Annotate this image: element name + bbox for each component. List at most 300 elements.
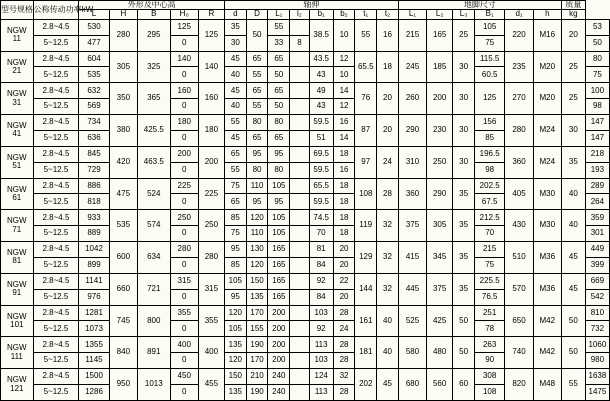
cell-D: 155 bbox=[246, 321, 268, 337]
cell-foot-B1: 263 bbox=[474, 337, 504, 353]
cell-b1: 49 bbox=[309, 83, 333, 99]
header-shaft-t2: t₂ bbox=[377, 10, 399, 19]
cell-foot-L2: 165 bbox=[427, 19, 453, 51]
cell-shaft-l2 bbox=[290, 273, 310, 289]
cell-foot-d1: 430 bbox=[505, 210, 533, 242]
cell-foot-hh: 50 bbox=[561, 305, 585, 337]
cell-H: 350 bbox=[109, 83, 137, 115]
cell-L: 1286 bbox=[79, 384, 109, 400]
cell-foot-L2: 345 bbox=[427, 242, 453, 274]
header-foot-B1: B₁ bbox=[474, 10, 504, 19]
header-outline-B: B bbox=[137, 10, 170, 19]
cell-foot-hh: 50 bbox=[561, 337, 585, 369]
cell-shaft-l2 bbox=[290, 194, 310, 210]
cell-foot-h: M42 bbox=[533, 337, 561, 369]
cell-foot-L2: 185 bbox=[427, 51, 453, 83]
cell-power: 2.8~4.5 bbox=[33, 210, 79, 226]
cell-D: 50 bbox=[246, 19, 268, 51]
cell-foot-L3: 35 bbox=[453, 242, 475, 274]
cell-foot-h: M48 bbox=[533, 369, 561, 401]
cell-foot-h: M20 bbox=[533, 51, 561, 83]
cell-B: 721 bbox=[137, 273, 170, 305]
cell-L: 1281 bbox=[79, 305, 109, 321]
cell-foot-L1: 260 bbox=[398, 83, 426, 115]
cell-foot-B1: 308 bbox=[474, 369, 504, 385]
cell-mass: 147 bbox=[585, 130, 609, 146]
cell-d: 75 bbox=[224, 178, 246, 194]
cell-shaft-l2 bbox=[290, 67, 310, 83]
cell-shaft-L1: 50 bbox=[268, 99, 290, 115]
cell-foot-d1: 650 bbox=[505, 305, 533, 337]
cell-shaft-l2 bbox=[290, 242, 310, 258]
cell-D: 95 bbox=[246, 194, 268, 210]
cell-shaft-l2 bbox=[290, 384, 310, 400]
cell-d: 75 bbox=[224, 226, 246, 242]
cell-shaft-l2 bbox=[290, 146, 310, 162]
cell-B: 574 bbox=[137, 210, 170, 242]
cell-shaft-l2 bbox=[290, 226, 310, 242]
header-outline-L: L bbox=[79, 10, 109, 19]
cell-foot-L2: 425 bbox=[427, 305, 453, 337]
cell-foot-h: M36 bbox=[533, 273, 561, 305]
cell-foot-L1: 310 bbox=[398, 146, 426, 178]
cell-d: 85 bbox=[224, 257, 246, 273]
cell-H0: 280 bbox=[170, 242, 198, 258]
cell-foot-L1: 680 bbox=[398, 369, 426, 401]
cell-B: 325 bbox=[137, 51, 170, 83]
cell-foot-L3: 25 bbox=[453, 19, 475, 51]
cell-model: NGW 71 bbox=[1, 210, 34, 242]
cell-L: 535 bbox=[79, 67, 109, 83]
table-row bbox=[1, 19, 610, 35]
header-row-2 bbox=[1, 10, 610, 19]
cell-D: 110 bbox=[246, 178, 268, 194]
cell-foot-hh: 25 bbox=[561, 51, 585, 83]
cell-b1: 81 bbox=[309, 242, 333, 258]
cell-d: 135 bbox=[224, 384, 246, 400]
cell-d: 150 bbox=[224, 369, 246, 385]
header-shaft-D: D bbox=[246, 10, 268, 19]
cell-model: NGW 31 bbox=[1, 83, 34, 115]
cell-foot-L3: 35 bbox=[453, 210, 475, 242]
cell-H0: 0 bbox=[170, 321, 198, 337]
cell-foot-L1: 580 bbox=[398, 337, 426, 369]
cell-b1: 59.5 bbox=[309, 115, 333, 131]
cell-L: 1500 bbox=[79, 369, 109, 385]
cell-foot-B1: 90 bbox=[474, 353, 504, 369]
cell-t2: 32 bbox=[377, 210, 399, 242]
cell-foot-L1: 215 bbox=[398, 19, 426, 51]
cell-d: 45 bbox=[224, 130, 246, 146]
cell-d: 35 bbox=[224, 19, 246, 35]
cell-foot-B1: 67.5 bbox=[474, 194, 504, 210]
cell-H0: 125 bbox=[170, 19, 198, 35]
cell-foot-L1: 445 bbox=[398, 273, 426, 305]
cell-b1: 70 bbox=[309, 226, 333, 242]
cell-H0: 0 bbox=[170, 289, 198, 305]
cell-foot-B1: 85 bbox=[474, 130, 504, 146]
cell-R: 355 bbox=[198, 305, 224, 337]
header-foot-d1: d₁ bbox=[505, 10, 533, 19]
cell-shaft-l2 bbox=[290, 289, 310, 305]
cell-H0: 400 bbox=[170, 337, 198, 353]
cell-D: 55 bbox=[246, 67, 268, 83]
cell-b2: 28 bbox=[333, 337, 355, 353]
cell-L: 1355 bbox=[79, 337, 109, 353]
cell-shaft-l2 bbox=[290, 19, 310, 35]
cell-L: 845 bbox=[79, 146, 109, 162]
cell-foot-L2: 290 bbox=[427, 178, 453, 210]
cell-d: 65 bbox=[224, 146, 246, 162]
cell-power: 2.8~4.5 bbox=[33, 369, 79, 385]
table-body bbox=[1, 19, 610, 400]
cell-foot-L3: 60 bbox=[453, 369, 475, 401]
cell-D: 170 bbox=[246, 305, 268, 321]
header-foot-h: h bbox=[533, 10, 561, 19]
header-shaft-l2: l₂ bbox=[290, 10, 310, 19]
cell-foot-L2: 230 bbox=[427, 115, 453, 147]
cell-L: 886 bbox=[79, 178, 109, 194]
table-row bbox=[1, 242, 610, 258]
cell-b1: 43 bbox=[309, 99, 333, 115]
cell-D: 65 bbox=[246, 51, 268, 67]
header-rated-power-label: 公称传动功率 bbox=[33, 4, 82, 14]
cell-L: 1073 bbox=[79, 321, 109, 337]
cell-foot-L3: 50 bbox=[453, 337, 475, 369]
cell-d: 105 bbox=[224, 321, 246, 337]
cell-mass: 542 bbox=[585, 289, 609, 305]
cell-t2: 45 bbox=[377, 369, 399, 401]
cell-power: 5~12.5 bbox=[33, 99, 79, 115]
cell-H: 535 bbox=[109, 210, 137, 242]
cell-foot-d1: 405 bbox=[505, 178, 533, 210]
cell-B: 524 bbox=[137, 178, 170, 210]
cell-power: 2.8~4.5 bbox=[33, 115, 79, 131]
header-shaft-L1: L₁ bbox=[268, 10, 290, 19]
cell-b1: 74.5 bbox=[309, 210, 333, 226]
cell-shaft-L1: 50 bbox=[268, 67, 290, 83]
cell-foot-d1: 360 bbox=[505, 146, 533, 178]
cell-power: 5~12.5 bbox=[33, 130, 79, 146]
cell-b1: 92 bbox=[309, 273, 333, 289]
cell-t1: 108 bbox=[355, 178, 377, 210]
cell-L: 729 bbox=[79, 162, 109, 178]
table-row bbox=[1, 178, 610, 194]
cell-D: 110 bbox=[246, 226, 268, 242]
cell-t1: 161 bbox=[355, 305, 377, 337]
cell-L: 818 bbox=[79, 194, 109, 210]
cell-B: 295 bbox=[137, 19, 170, 51]
cell-mass: 449 bbox=[585, 242, 609, 258]
cell-shaft-L1: 165 bbox=[268, 273, 290, 289]
cell-foot-hh: 45 bbox=[561, 242, 585, 274]
cell-d: 65 bbox=[224, 194, 246, 210]
cell-foot-d1: 235 bbox=[505, 51, 533, 83]
cell-t2: 18 bbox=[377, 51, 399, 83]
cell-t1: 65.5 bbox=[355, 51, 377, 83]
cell-b2: 12 bbox=[333, 51, 355, 67]
header-shaft-group: 轴伸 bbox=[224, 1, 398, 10]
cell-foot-hh: 35 bbox=[561, 146, 585, 178]
cell-R: 140 bbox=[198, 51, 224, 83]
cell-shaft-L1: 95 bbox=[268, 146, 290, 162]
cell-B: 365 bbox=[137, 83, 170, 115]
cell-shaft-l2 bbox=[290, 210, 310, 226]
table-row bbox=[1, 369, 610, 385]
cell-B: 463.5 bbox=[137, 146, 170, 178]
cell-foot-h: M42 bbox=[533, 305, 561, 337]
cell-foot-L1: 245 bbox=[398, 51, 426, 83]
cell-R: 250 bbox=[198, 210, 224, 242]
cell-shaft-l2 bbox=[290, 178, 310, 194]
cell-mass: 80 bbox=[585, 51, 609, 67]
table-row bbox=[1, 305, 610, 321]
cell-L: 933 bbox=[79, 210, 109, 226]
cell-foot-hh: 45 bbox=[561, 273, 585, 305]
table-row bbox=[1, 83, 610, 99]
cell-foot-h: M36 bbox=[533, 242, 561, 274]
cell-B: 1013 bbox=[137, 369, 170, 401]
cell-mass: 147 bbox=[585, 115, 609, 131]
cell-R: 455 bbox=[198, 369, 224, 401]
cell-B: 800 bbox=[137, 305, 170, 337]
cell-t2: 40 bbox=[377, 305, 399, 337]
cell-mass: 980 bbox=[585, 353, 609, 369]
cell-shaft-l2 bbox=[290, 99, 310, 115]
cell-L: 1145 bbox=[79, 353, 109, 369]
cell-foot-d1: 270 bbox=[505, 83, 533, 115]
cell-mass: 1060 bbox=[585, 337, 609, 353]
cell-b2: 12 bbox=[333, 99, 355, 115]
cell-foot-L3: 35 bbox=[453, 178, 475, 210]
table-row bbox=[1, 210, 610, 226]
cell-b1: 43.5 bbox=[309, 51, 333, 67]
cell-t2: 40 bbox=[377, 337, 399, 369]
cell-H: 745 bbox=[109, 305, 137, 337]
cell-t1: 144 bbox=[355, 273, 377, 305]
cell-foot-L3: 30 bbox=[453, 51, 475, 83]
cell-b2: 24 bbox=[333, 321, 355, 337]
cell-b1: 51 bbox=[309, 130, 333, 146]
cell-D: 210 bbox=[246, 369, 268, 385]
cell-foot-hh: 40 bbox=[561, 210, 585, 242]
cell-t1: 119 bbox=[355, 210, 377, 242]
cell-d: 55 bbox=[224, 162, 246, 178]
cell-shaft-L1: 65 bbox=[268, 51, 290, 67]
cell-shaft-L1: 105 bbox=[268, 226, 290, 242]
cell-D: 130 bbox=[246, 242, 268, 258]
cell-H: 475 bbox=[109, 178, 137, 210]
cell-H0: 0 bbox=[170, 226, 198, 242]
cell-foot-d1: 220 bbox=[505, 19, 533, 51]
cell-t1: 129 bbox=[355, 242, 377, 274]
cell-power: 5~12.5 bbox=[33, 321, 79, 337]
cell-foot-L2: 200 bbox=[427, 83, 453, 115]
cell-t1: 76 bbox=[355, 83, 377, 115]
cell-D: 95 bbox=[246, 146, 268, 162]
cell-D: 170 bbox=[246, 353, 268, 369]
cell-mass: 301 bbox=[585, 226, 609, 242]
cell-foot-h: M16 bbox=[533, 19, 561, 51]
cell-mass: 669 bbox=[585, 273, 609, 289]
cell-foot-d1: 820 bbox=[505, 369, 533, 401]
cell-R: 280 bbox=[198, 242, 224, 274]
cell-D: 65 bbox=[246, 130, 268, 146]
cell-shaft-L1: 165 bbox=[268, 242, 290, 258]
cell-t2: 32 bbox=[377, 242, 399, 274]
cell-L: 889 bbox=[79, 226, 109, 242]
cell-b1: 43 bbox=[309, 67, 333, 83]
cell-d: 30 bbox=[224, 35, 246, 51]
cell-foot-L2: 560 bbox=[427, 369, 453, 401]
cell-H0: 355 bbox=[170, 305, 198, 321]
cell-L: 976 bbox=[79, 289, 109, 305]
cell-mass: 218 bbox=[585, 146, 609, 162]
cell-power: 5~12.5 bbox=[33, 353, 79, 369]
header-foot-L1: L₁ bbox=[398, 10, 426, 19]
cell-foot-h: M20 bbox=[533, 83, 561, 115]
cell-foot-L1: 415 bbox=[398, 242, 426, 274]
cell-H: 600 bbox=[109, 242, 137, 274]
cell-b2: 20 bbox=[333, 257, 355, 273]
cell-H0: 0 bbox=[170, 384, 198, 400]
cell-power: 2.8~4.5 bbox=[33, 337, 79, 353]
cell-foot-L3: 30 bbox=[453, 83, 475, 115]
header-outline-R: R bbox=[198, 10, 224, 19]
cell-power: 2.8~4.5 bbox=[33, 83, 79, 99]
cell-t2: 20 bbox=[377, 115, 399, 147]
cell-power: 5~12.5 bbox=[33, 384, 79, 400]
cell-H0: 0 bbox=[170, 67, 198, 83]
cell-foot-B1: 75 bbox=[474, 257, 504, 273]
cell-foot-B1: 75 bbox=[474, 35, 504, 51]
cell-foot-hh: 20 bbox=[561, 19, 585, 51]
cell-H0: 250 bbox=[170, 210, 198, 226]
cell-foot-L2: 375 bbox=[427, 273, 453, 305]
header-outline-group: 外形及中心高 bbox=[79, 1, 225, 10]
cell-shaft-L1: 165 bbox=[268, 289, 290, 305]
cell-d: 45 bbox=[224, 51, 246, 67]
cell-foot-L1: 290 bbox=[398, 115, 426, 147]
cell-d: 135 bbox=[224, 337, 246, 353]
cell-foot-B1: 156 bbox=[474, 115, 504, 131]
cell-D: 120 bbox=[246, 210, 268, 226]
cell-foot-L3: 50 bbox=[453, 305, 475, 337]
cell-b2: 28 bbox=[333, 384, 355, 400]
cell-model: NGW 61 bbox=[1, 178, 34, 210]
cell-model: NGW 21 bbox=[1, 51, 34, 83]
cell-model: NGW 111 bbox=[1, 337, 34, 369]
cell-foot-B1: 225.5 bbox=[474, 273, 504, 289]
cell-foot-L3: 35 bbox=[453, 273, 475, 305]
cell-power: 5~12.5 bbox=[33, 35, 79, 51]
cell-foot-B1: 70 bbox=[474, 226, 504, 242]
header-foot-L3: L₃ bbox=[453, 10, 475, 19]
cell-mass: 399 bbox=[585, 257, 609, 273]
cell-H0: 315 bbox=[170, 273, 198, 289]
cell-shaft-l2 bbox=[290, 305, 310, 321]
cell-foot-B1: 78 bbox=[474, 321, 504, 337]
cell-foot-B1: 105 bbox=[474, 19, 504, 35]
cell-L: 899 bbox=[79, 257, 109, 273]
cell-shaft-L1: 240 bbox=[268, 384, 290, 400]
header-model: 型号规格 bbox=[1, 1, 34, 20]
cell-D: 65 bbox=[246, 83, 268, 99]
cell-H: 305 bbox=[109, 51, 137, 83]
cell-foot-B1: 251 bbox=[474, 305, 504, 321]
cell-R: 315 bbox=[198, 273, 224, 305]
header-outline-H: H bbox=[109, 10, 137, 19]
cell-shaft-l2 bbox=[290, 83, 310, 99]
cell-shaft-L1: 80 bbox=[268, 162, 290, 178]
cell-model: NGW 101 bbox=[1, 305, 34, 337]
cell-b2: 18 bbox=[333, 146, 355, 162]
cell-shaft-L1: 65 bbox=[268, 130, 290, 146]
cell-mass: 193 bbox=[585, 162, 609, 178]
cell-shaft-l2 bbox=[290, 51, 310, 67]
cell-d: 95 bbox=[224, 289, 246, 305]
cell-shaft-L1: 200 bbox=[268, 337, 290, 353]
cell-power: 5~12.5 bbox=[33, 162, 79, 178]
cell-H0: 0 bbox=[170, 194, 198, 210]
cell-foot-d1: 740 bbox=[505, 337, 533, 369]
cell-D: 55 bbox=[246, 99, 268, 115]
cell-H: 840 bbox=[109, 337, 137, 369]
cell-R: 125 bbox=[198, 19, 224, 51]
cell-shaft-l2 bbox=[290, 115, 310, 131]
cell-D: 80 bbox=[246, 162, 268, 178]
cell-power: 5~12.5 bbox=[33, 257, 79, 273]
table-row bbox=[1, 115, 610, 131]
cell-b1: 84 bbox=[309, 257, 333, 273]
cell-shaft-l2 bbox=[290, 130, 310, 146]
table-row bbox=[1, 273, 610, 289]
cell-mass: 1475 bbox=[585, 384, 609, 400]
cell-B: 634 bbox=[137, 242, 170, 274]
cell-H0: 160 bbox=[170, 83, 198, 99]
cell-b2: 16 bbox=[333, 115, 355, 131]
cell-foot-L1: 360 bbox=[398, 178, 426, 210]
cell-d: 55 bbox=[224, 115, 246, 131]
cell-shaft-L1: 105 bbox=[268, 178, 290, 194]
cell-foot-B1: 76.5 bbox=[474, 289, 504, 305]
cell-H: 380 bbox=[109, 115, 137, 147]
cell-d: 45 bbox=[224, 83, 246, 99]
cell-b2: 32 bbox=[333, 369, 355, 385]
cell-t1: 87 bbox=[355, 115, 377, 147]
cell-shaft-L1: 200 bbox=[268, 353, 290, 369]
cell-H0: 180 bbox=[170, 115, 198, 131]
table-row bbox=[1, 51, 610, 67]
cell-L: 569 bbox=[79, 99, 109, 115]
cell-power: 2.8~4.5 bbox=[33, 242, 79, 258]
cell-power: 2.8~4.5 bbox=[33, 273, 79, 289]
cell-t2: 20 bbox=[377, 83, 399, 115]
cell-b1: 103 bbox=[309, 353, 333, 369]
cell-shaft-l2 bbox=[290, 337, 310, 353]
cell-foot-h: M30 bbox=[533, 178, 561, 210]
cell-foot-B1: 98 bbox=[474, 162, 504, 178]
cell-foot-hh: 40 bbox=[561, 178, 585, 210]
cell-H0: 200 bbox=[170, 146, 198, 162]
cell-b2: 28 bbox=[333, 305, 355, 321]
cell-mass: 289 bbox=[585, 178, 609, 194]
cell-foot-L2: 305 bbox=[427, 210, 453, 242]
cell-d: 95 bbox=[224, 242, 246, 258]
cell-b2: 22 bbox=[333, 273, 355, 289]
cell-shaft-L1: 80 bbox=[268, 115, 290, 131]
header-mass-unit: kg bbox=[561, 10, 585, 19]
